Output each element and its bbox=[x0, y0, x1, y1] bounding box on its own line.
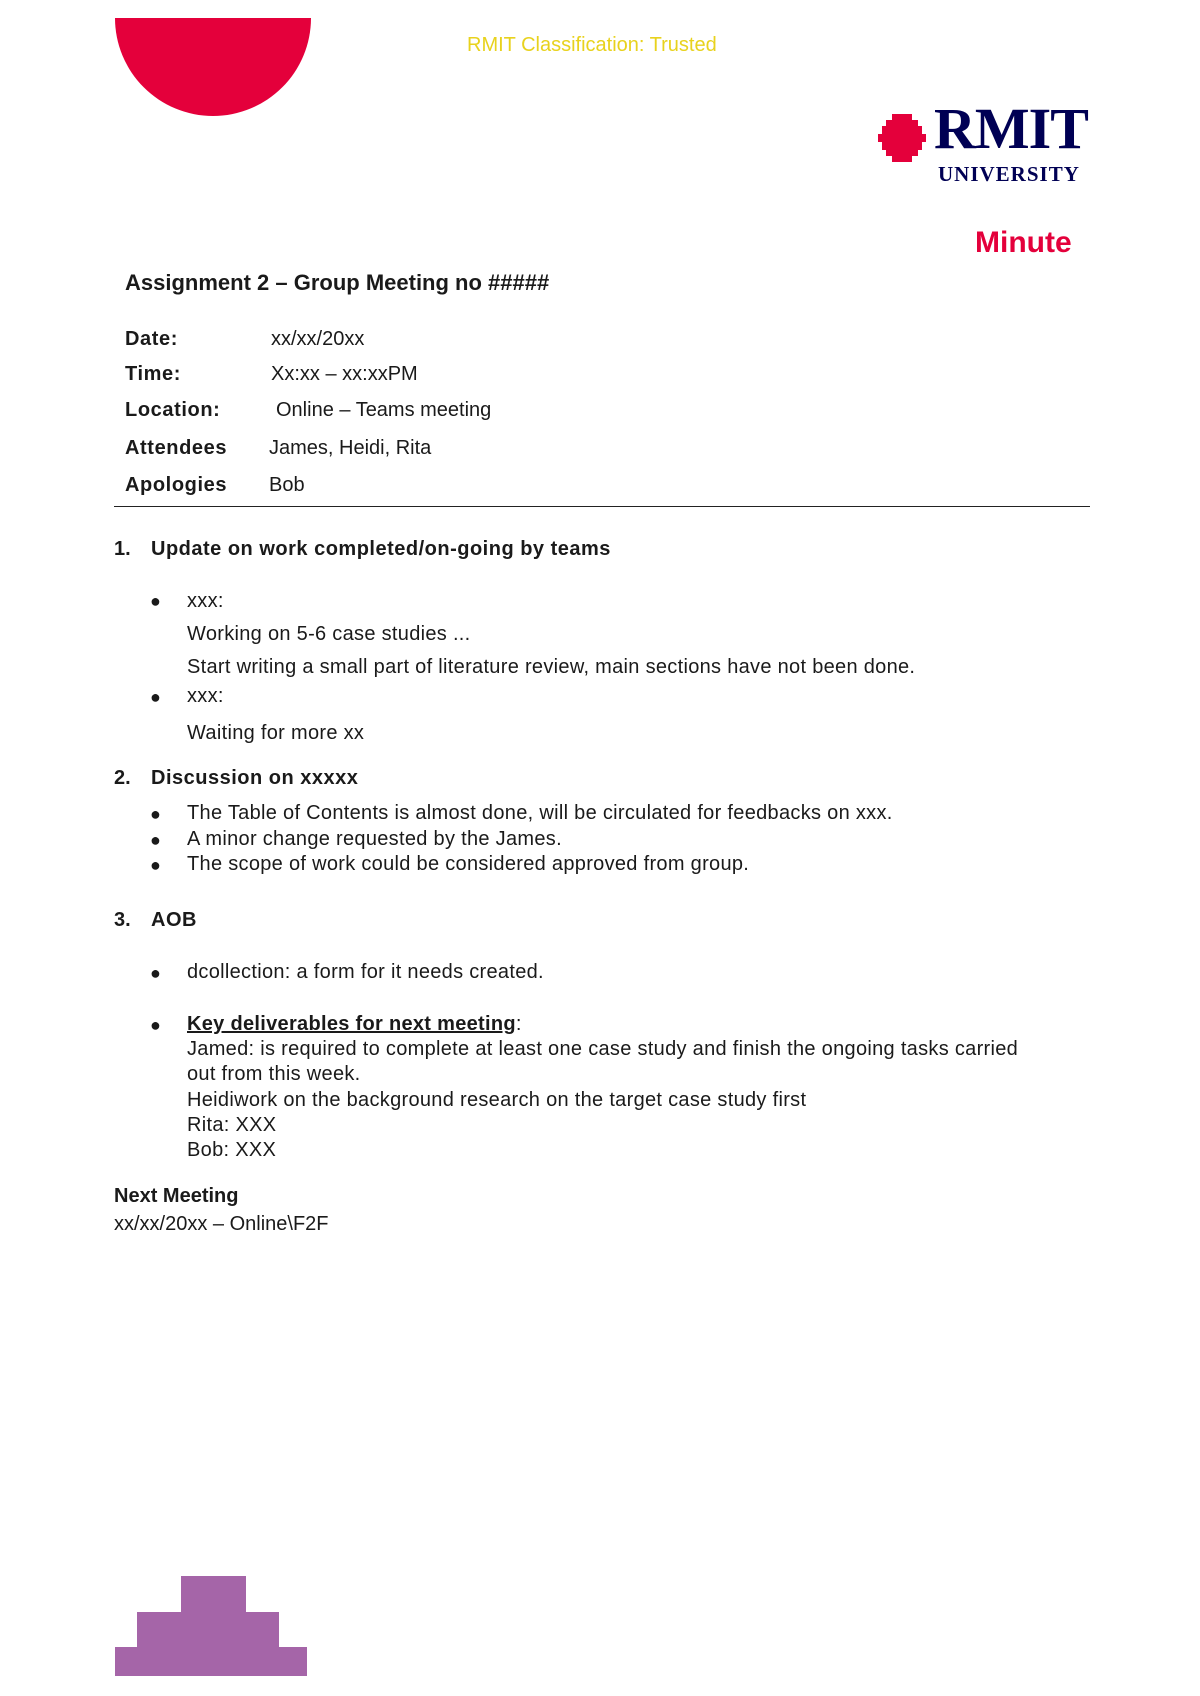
date-value: xx/xx/20xx bbox=[271, 328, 365, 350]
deliverable-line-5: Bob: XXX bbox=[187, 1139, 277, 1161]
bullet-icon: ● bbox=[150, 963, 161, 983]
s1-bullet2-line1: Waiting for more xx bbox=[187, 722, 365, 744]
deliverable-line-2: out from this week. bbox=[187, 1063, 361, 1085]
bullet-icon: ● bbox=[150, 804, 161, 824]
s3-item-1: dcollection: a form for it needs created. bbox=[187, 961, 544, 983]
page-title: Assignment 2 – Group Meeting no ##### bbox=[125, 270, 550, 295]
section-2-number: 2. bbox=[114, 767, 131, 789]
date-label: Date: bbox=[125, 328, 179, 350]
next-meeting-value: xx/xx/20xx – Online\F2F bbox=[114, 1213, 329, 1235]
key-deliverables-label: Key deliverables for next meeting bbox=[187, 1013, 516, 1035]
logo-subtitle: UNIVERSITY bbox=[938, 162, 1080, 186]
section-1-title: Update on work completed/on-going by teams bbox=[151, 538, 611, 560]
attendees-value: James, Heidi, Rita bbox=[269, 437, 432, 459]
deliverable-line-1: Jamed: is required to complete at least one case study and finish the ongoing tasks carried bbox=[187, 1038, 1019, 1060]
s1-bullet1-line1: Working on 5-6 case studies ... bbox=[187, 623, 471, 645]
s2-item-3: The scope of work could be considered approved from group. bbox=[187, 853, 750, 875]
deliverable-line-4: Rita: XXX bbox=[187, 1114, 277, 1136]
location-label: Location: bbox=[125, 399, 221, 421]
logo-wordmark: RMIT bbox=[934, 96, 1088, 161]
s2-item-1: The Table of Contents is almost done, will be circulated for feedbacks on xxx. bbox=[187, 802, 893, 824]
key-deliverables-heading bbox=[187, 1013, 522, 1036]
deliverable-line-3: Heidiwork on the background research on the target case study first bbox=[187, 1089, 807, 1111]
bullet-icon: ● bbox=[150, 1015, 161, 1035]
s1-bullet1-head: xxx: bbox=[187, 590, 224, 612]
s1-bullet2-head: xxx: bbox=[187, 685, 224, 707]
attendees-label: Attendees bbox=[125, 437, 228, 459]
rmit-logo bbox=[878, 96, 1088, 190]
section-divider bbox=[114, 506, 1090, 507]
time-label: Time: bbox=[125, 363, 181, 385]
bullet-icon: ● bbox=[150, 687, 161, 707]
bullet-icon: ● bbox=[150, 830, 161, 850]
apologies-value: Bob bbox=[269, 474, 305, 496]
rmit-pixel-mark-icon bbox=[878, 114, 926, 162]
purple-stepped-footer-decoration bbox=[115, 1576, 307, 1676]
classification-label: RMIT Classification: Trusted bbox=[467, 34, 717, 56]
time-value: Xx:xx – xx:xxPM bbox=[271, 363, 418, 385]
document-type-label: Minute bbox=[975, 226, 1072, 259]
s2-item-2: A minor change requested by the James. bbox=[187, 828, 562, 850]
section-3-title: AOB bbox=[151, 909, 197, 931]
apologies-label: Apologies bbox=[125, 474, 228, 496]
key-deliverables-colon: : bbox=[515, 1013, 522, 1035]
section-1-number: 1. bbox=[114, 538, 131, 560]
section-2-title: Discussion on xxxxx bbox=[151, 767, 359, 789]
bullet-icon: ● bbox=[150, 591, 161, 611]
bullet-icon: ● bbox=[150, 855, 161, 875]
location-value: Online – Teams meeting bbox=[276, 399, 492, 421]
red-half-circle-decoration bbox=[115, 18, 311, 118]
s1-bullet1-line2: Start writing a small part of literature review, main sections have not been done. bbox=[187, 656, 916, 678]
next-meeting-heading: Next Meeting bbox=[114, 1185, 239, 1207]
section-3-number: 3. bbox=[114, 909, 131, 931]
